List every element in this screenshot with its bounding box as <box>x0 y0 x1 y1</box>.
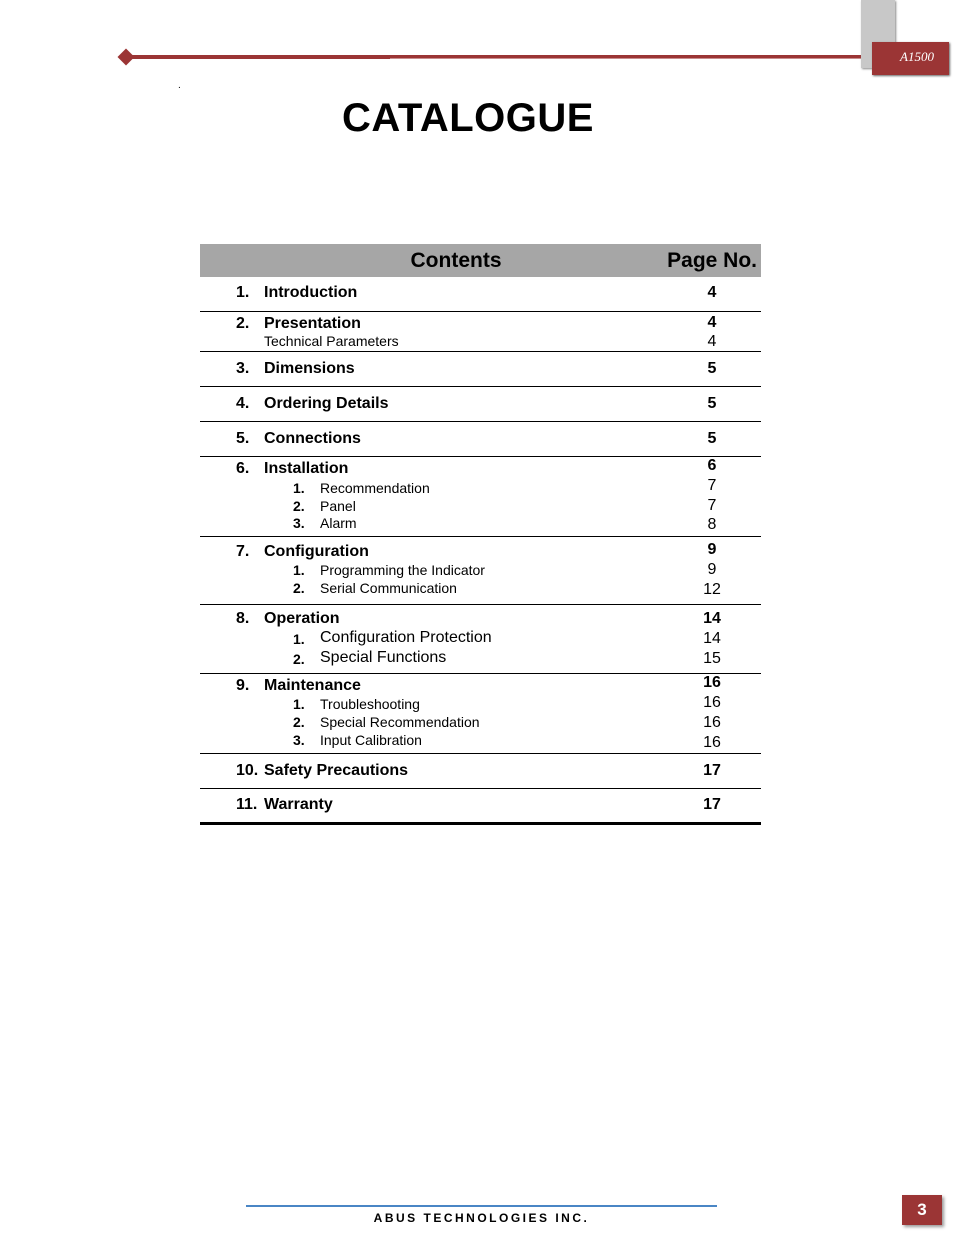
toc-row <box>200 674 761 754</box>
toc-sub-page: 14 <box>703 630 721 647</box>
header-rule-thin <box>390 58 872 59</box>
toc-row <box>200 387 761 422</box>
toc-num: 9. <box>236 677 250 694</box>
header-model: A1500 <box>900 49 934 64</box>
toc-sub-num: 2. <box>293 714 305 730</box>
toc-num: 1. <box>236 284 250 301</box>
toc-sub-num: 1. <box>293 631 305 647</box>
toc-row <box>200 422 761 457</box>
toc-page: 6 <box>707 457 717 474</box>
toc-num: 6. <box>236 460 250 477</box>
toc-sub-num: 2. <box>293 651 305 667</box>
toc-label: Dimensions <box>264 360 355 377</box>
toc-row <box>200 789 761 825</box>
toc-sub-page: 7 <box>707 497 717 514</box>
toc-page: 5 <box>707 395 717 412</box>
page-title: CATALOGUE <box>342 96 594 140</box>
footer-company: ABUS TECHNOLOGIES INC. <box>373 1211 590 1225</box>
toc-sub-page: 9 <box>707 561 717 578</box>
toc-row <box>200 277 761 312</box>
toc-label: Ordering Details <box>264 395 389 412</box>
toc-num: 3. <box>236 360 250 377</box>
toc-sub-label: Technical Parameters <box>264 333 399 349</box>
toc-page: 5 <box>707 430 717 447</box>
toc-header <box>200 244 761 277</box>
toc-sub-page: 8 <box>707 516 717 533</box>
toc-label: Connections <box>264 430 361 447</box>
toc-sub-num: 2. <box>293 580 305 596</box>
stray-dot: . <box>178 80 181 91</box>
toc-row <box>200 754 761 789</box>
toc-sub-page: 12 <box>703 581 721 598</box>
footer-rule <box>246 1205 717 1207</box>
toc-sub-num: 1. <box>293 562 305 578</box>
toc-sub-label: Input Calibration <box>320 732 422 748</box>
toc-sub-label: Serial Communication <box>320 580 457 596</box>
toc-page: 17 <box>703 796 721 813</box>
toc-label: Configuration <box>264 543 369 560</box>
toc-sub-label: Configuration Protection <box>320 629 492 646</box>
toc-label: Introduction <box>264 284 358 301</box>
toc-sub-num: 3. <box>293 515 305 531</box>
toc-sub-page: 4 <box>707 333 717 350</box>
toc-page: 16 <box>703 674 721 691</box>
toc-label: Presentation <box>264 315 361 332</box>
toc-page: 4 <box>707 284 717 301</box>
toc-page: 9 <box>707 541 717 558</box>
toc-sub-label: Special Functions <box>320 649 447 666</box>
toc-page: 5 <box>707 360 717 377</box>
toc-row <box>200 605 761 674</box>
toc-table <box>200 244 761 825</box>
toc-label: Safety Precautions <box>264 762 409 779</box>
toc-page: 17 <box>703 762 721 779</box>
toc-page: 14 <box>703 610 721 627</box>
toc-sub-page: 7 <box>707 477 717 494</box>
toc-sub-num: 2. <box>293 498 305 514</box>
header-diamond-icon <box>118 49 135 66</box>
toc-sub-label: Troubleshooting <box>320 696 420 712</box>
toc-row <box>200 537 761 605</box>
toc-row <box>200 312 761 352</box>
toc-label: Maintenance <box>264 677 361 694</box>
toc-num: 10. <box>236 762 259 779</box>
page-number: 3 <box>902 1195 942 1225</box>
toc-page: 4 <box>707 314 717 331</box>
toc-sub-label: Recommendation <box>320 480 430 496</box>
toc-sub-page: 16 <box>703 734 721 751</box>
toc-sub-label: Programming the Indicator <box>320 562 485 578</box>
toc-row <box>200 457 761 537</box>
toc-label: Operation <box>264 610 340 627</box>
toc-row <box>200 352 761 387</box>
toc-sub-num: 1. <box>293 480 305 496</box>
toc-num: 5. <box>236 430 250 447</box>
toc-num: 7. <box>236 543 250 560</box>
toc-sub-num: 1. <box>293 696 305 712</box>
toc-sub-page: 15 <box>703 650 721 667</box>
toc-contents-header: Contents <box>410 249 502 272</box>
toc-sub-num: 3. <box>293 732 305 748</box>
toc-page-header: Page No. <box>667 249 757 272</box>
toc-label: Warranty <box>264 796 333 813</box>
toc-sub-page: 16 <box>703 694 721 711</box>
toc-sub-label: Special Recommendation <box>320 714 480 730</box>
toc-num: 2. <box>236 315 250 332</box>
toc-sub-page: 16 <box>703 714 721 731</box>
toc-num: 11. <box>236 796 258 813</box>
toc-sub-label: Alarm <box>320 515 357 531</box>
toc-num: 4. <box>236 395 250 412</box>
toc-sub-label: Panel <box>320 498 356 514</box>
toc-label: Installation <box>264 460 349 477</box>
toc-num: 8. <box>236 610 250 627</box>
